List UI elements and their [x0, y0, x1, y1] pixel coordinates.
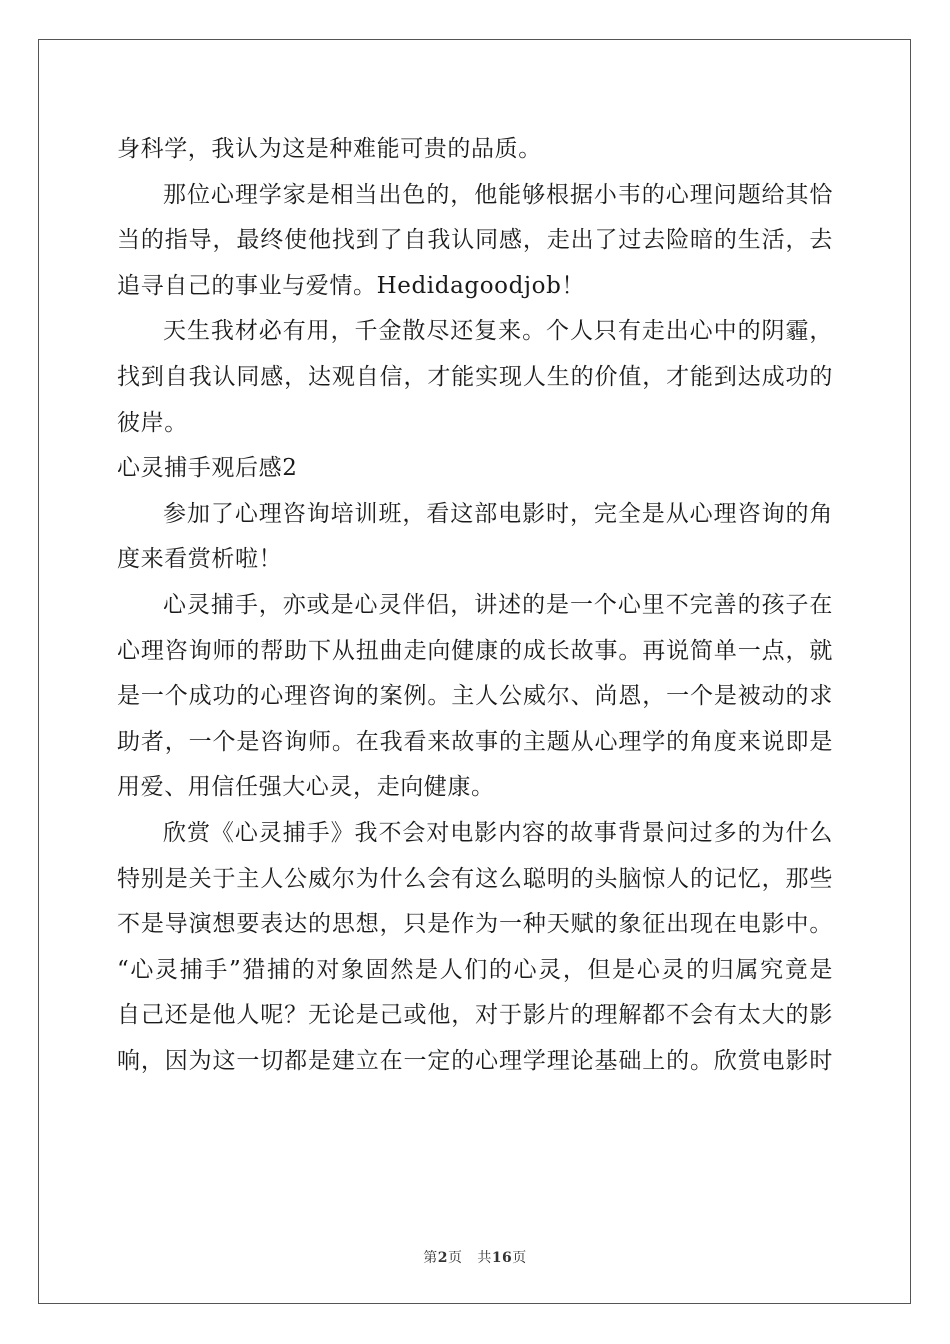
paragraph-line: 追寻自己的事业与爱情。Hedidagoodjob！ [117, 272, 586, 299]
paragraph-line: 找到自我认同感，达观自信，才能实现人生的价值，才能到达成功的 [117, 363, 833, 390]
paragraph-line: 彼岸。 [117, 409, 188, 436]
paragraph-line: 不是导演想要表达的思想，只是作为一种天赋的象征出现在电影中。 [117, 911, 833, 938]
paragraph-line: 度来看赏析啦！ [117, 546, 283, 573]
paragraph-line: 身科学，我认为这是种难能可贵的品质。 [117, 136, 542, 162]
paragraph-line: 心灵捕手，亦或是心灵伴侣，讲述的是一个心里不完善的孩子在 [163, 591, 833, 618]
paragraph-line: 那位心理学家是相当出色的，他能够根据小韦的心理问题给其恰 [163, 181, 833, 208]
page-footer [0, 1247, 950, 1267]
paragraph-line: 参加了心理咨询培训班，看这部电影时，完全是从心理咨询的角 [163, 500, 833, 527]
current-page-number: 2 [437, 1250, 448, 1266]
paragraph-line: 当的指导，最终使他找到了自我认同感，走出了过去险暗的生活，去 [117, 227, 833, 254]
paragraph-line: 用爱、用信任强大心灵，走向健康。 [117, 774, 495, 801]
paragraph-line: 心理咨询师的帮助下从扭曲走向健康的成长故事。再说简单一点，就 [117, 637, 833, 664]
paragraph-line: 自己还是他人呢？无论是己或他，对于影片的理解都不会有太大的影 [117, 1002, 833, 1029]
paragraph-line: 响，因为这一切都是建立在一定的心理学理论基础上的。欣赏电影时 [117, 1047, 833, 1074]
section-heading: 心灵捕手观后感2 [117, 455, 298, 482]
document-body [117, 127, 833, 1084]
total-page-count: 16 [491, 1250, 513, 1266]
footer-page-suffix: 页 [447, 1250, 463, 1266]
paragraph-line: 特别是关于主人公威尔为什么会有这么聪明的头脑惊人的记忆，那些 [117, 865, 833, 892]
footer-prefix: 第 [423, 1250, 438, 1266]
paragraph-line: 是一个成功的心理咨询的案例。主人公威尔、尚恩，一个是被动的求 [117, 683, 833, 710]
paragraph-line: 助者，一个是咨询师。在我看来故事的主题从心理学的角度来说即是 [117, 728, 833, 755]
footer-total-prefix: 共 [477, 1250, 492, 1266]
paragraph-line: 欣赏《心灵捕手》我不会对电影内容的故事背景问过多的为什么 [163, 819, 833, 846]
paragraph-line: 天生我材必有用，千金散尽还复来。个人只有走出心中的阴霾， [163, 318, 833, 345]
footer-total-suffix: 页 [512, 1250, 527, 1266]
paragraph-line: “心灵捕手”猎捕的对象固然是人们的心灵，但是心灵的归属究竟是 [117, 956, 833, 983]
